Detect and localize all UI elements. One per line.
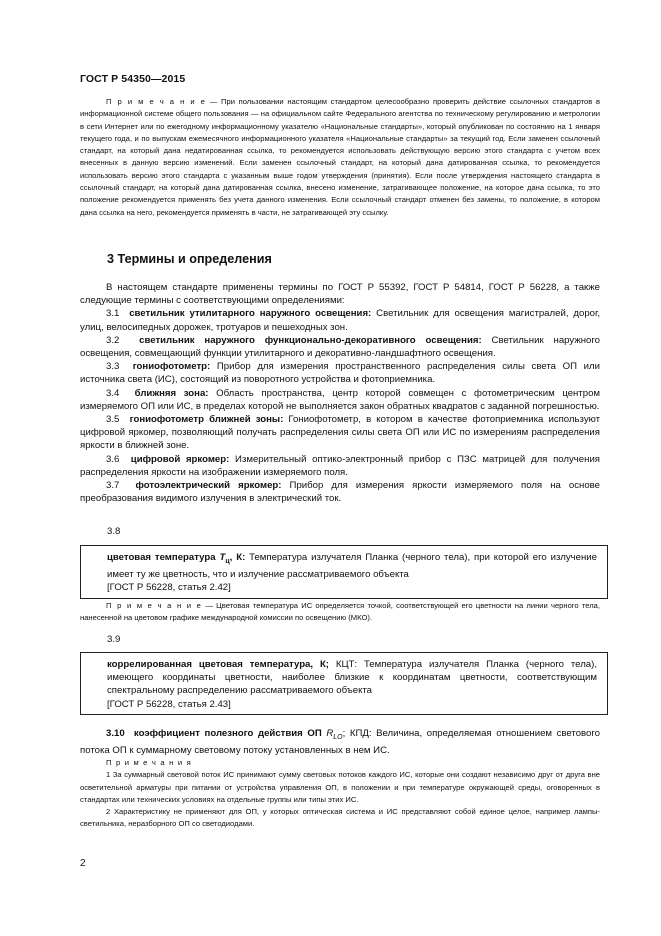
- term-3-9-definition: коррелированная цветовая температура, К; КЦТ: Температура излучателя Планка (черного тела), имеющего координаты цветности, наиболее близкие к координатам цветности, соответствующим спектральному распределению рассматриваемого объекта: [107, 659, 597, 697]
- term-3-8-number: 3.8: [107, 526, 121, 537]
- notes-label: П р и м е ч а н и я: [106, 758, 192, 767]
- standard-header: ГОСТ Р 54350—2015: [80, 73, 186, 85]
- efficiency-note-1: 1 За суммарный световой поток ИС принимают сумму световых потоков каждого ИС, которые они создают независимо друг от друга вне осветительной арматуры при питании от устройства управления ОП, в положении и при температуре окружающей среды, оговоренных в стандартах или технических условиях на отдельные группы или типы этих ИС.: [80, 770, 600, 804]
- term-3-4: 3.4 ближняя зона: Область пространства, центр которой совмещен с фотометрическим центром измеряемого ОП или ИС, в пределах которой не выполняется закон обратных квадратов с заданной погрешностью.: [80, 387, 600, 412]
- term-3-9-box: [80, 652, 608, 715]
- term-3-9-reference: [ГОСТ Р 56228, статья 2.43]: [107, 698, 231, 710]
- terms-block: [80, 281, 600, 505]
- term-3-8-reference: [ГОСТ Р 56228, статья 2.42]: [107, 582, 231, 594]
- section-title: 3 Термины и определения: [107, 252, 272, 266]
- note-text: — При пользовании настоящим стандартом целесообразно проверить действие ссылочных стандартов в информационной системе общего пользования — на официальном сайте Федерального агентства по техническому регулированию и метрологии в сети Интернет или по ежегодному информационному указателю «Национальные стандарты», который опубликован по состоянию на 1 января текущего года, и по выпускам ежемесячного информационного указателя «Национальные стандарты» за текущий год. Если заменен ссылочный стандарт, на который дана недатированная ссылка, то рекомендуется использовать действующую версию этого стандарта с учетом всех внесенных в данную версию изменений. Если заменен ссылочный стандарт, на который дана датированная ссылка, то рекомендуется использовать версию этого стандарта с указанным выше годом утверждения (принятия). Если после утверждения настоящего стандарта в ссылочный стандарт, на который дана датированная ссылка, внесено изменение, затрагивающее положение, на которое дана ссылка, то это положение рекомендуется применять без учета данного изменения. Если ссылочный стандарт отменен без замены, то положение, в котором дана ссылка на него, рекомендуется применять в части, не затрагивающей эту ссылку.: [80, 97, 600, 217]
- term-3-9-number: 3.9: [107, 634, 121, 645]
- term-3-7: 3.7 фотоэлектрический яркомер: Прибор для измерения яркости измеряемого поля на основе преобразования видимого излучения в электрический ток.: [80, 480, 600, 505]
- term-3-3: 3.3 гониофотометр: Прибор для измерения пространственного распределения силы света ОП или источника света (ИС), состоящий из поворотного устройства и фотоприемника.: [80, 361, 600, 386]
- color-temp-note: П р и м е ч а н и е — Цветовая температура ИС определяется точкой, соответствующей его цветности на линии черного тела, нанесенной на цветовом графике международной комиссии по освещению (МКО).: [80, 601, 600, 623]
- efficiency-notes: [80, 757, 600, 831]
- term-3-5: 3.5 гониофотометр ближней зоны: Гониофотометр, в котором в качестве фотоприемника используют цифровой яркомер, позволяющий получать распределения силы света ОП или ИС по измерениям распределения яркости в ближней зоне.: [80, 414, 600, 452]
- reference-note: [80, 96, 600, 219]
- term-3-6: 3.6 цифровой яркомер: Измерительный оптико-электронный прибор с ПЗС матрицей для получения распределения яркости на изображении измеряемого поля.: [80, 453, 600, 478]
- term-3-8-definition: цветовая температура $T_ц$, К: Температура излучателя Планка (черного тела), при которой его излучение имеет ту же цветность, что и излучение рассматриваемого объекта: [107, 552, 597, 581]
- page-number: 2: [80, 858, 86, 869]
- efficiency-note-2: 2 Характеристику не применяют для ОП, у которых оптическая система и ИС представляют собой единое целое, например лампы-светильника, неразборного ОП со светодиодами.: [80, 807, 600, 829]
- section-intro: В настоящем стандарте применены термины по ГОСТ Р 55392, ГОСТ Р 54814, ГОСТ Р 56228, а также следующие термины с соответствующими определениями:: [80, 282, 600, 307]
- note-label: П р и м е ч а н и е: [106, 97, 207, 106]
- term-3-1: 3.1 светильник утилитарного наружного освещения: Светильник для освещения магистралей, дорог, улиц, велосипедных дорожек, тротуаров и пешеходных зон.: [80, 308, 600, 333]
- term-3-10: 3.10 коэффициент полезного действия ОП $R_{LO}$; КПД: Величина, определяемая отношением светового потока ОП к суммарному световому потоку установленных в нем ИС.: [80, 728, 600, 757]
- term-3-2: 3.2 светильник наружного функционально-декоративного освещения: Светильник наружного освещения, совмещающий функции утилитарного и декоративно-ландшафтного освещения.: [80, 334, 600, 360]
- term-3-8-box: [80, 545, 608, 599]
